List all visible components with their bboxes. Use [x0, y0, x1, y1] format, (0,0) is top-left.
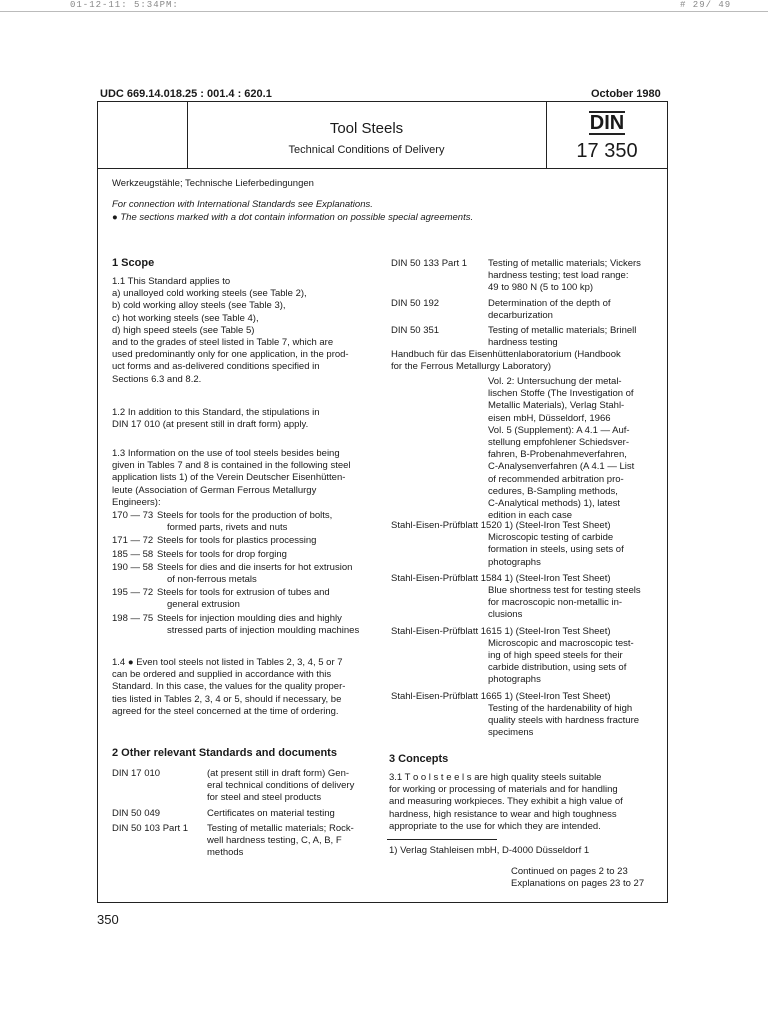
standard-reference-text: Testing of metallic materials; Vickers [488, 258, 641, 269]
standard-reference-text: well hardness testing, C, A, B, F [207, 835, 342, 846]
application-list-text: Steels for tools for extrusion of tubes and [157, 587, 330, 599]
scope-text: 1.1 This Standard applies to [112, 276, 231, 287]
application-list-text: Steels for dies and die inserts for hot extrusion [157, 561, 353, 573]
standard-reference-text: methods [207, 847, 244, 859]
section-1-3-text: 1.3 Information on the use of tool steels besides being [112, 448, 340, 459]
handbook-volume-text: eisen mbH, Düsseldorf, 1966 [488, 412, 611, 424]
handbook-volume-text: edition in each case [488, 510, 572, 522]
handbook-text: for the Ferrous Metallurgy Laboratory) [391, 361, 551, 373]
section-1-4-text: 1.4 ● Even tool steels not listed in Tables 2, 3, 4, 5 or 7 [112, 657, 343, 668]
scope-text: d) high speed steels (see Table 5) [112, 324, 255, 336]
application-list-text: Steels for injection moulding dies and highly [157, 612, 342, 624]
concepts-text: and measuring workpieces. They exhibit a high value of [389, 796, 623, 808]
footnote-rule [387, 839, 497, 840]
test-sheet-text: formation in steels, using sets of [488, 544, 624, 556]
udc-code: UDC 669.14.018.25 : 001.4 : 620.1 [100, 88, 272, 100]
section-1-3-text: Engineers): [112, 496, 161, 508]
test-sheet-text: clusions [488, 609, 523, 621]
footnote: 1) Verlag Stahleisen mbH, D-4000 Düsseldorf 1 [389, 845, 590, 856]
standard-reference-text: decarburization [488, 309, 553, 321]
handbook-volume-text: Metallic Materials), Verlag Stahl- [488, 400, 625, 412]
handbook-volume-text: lischen Stoffe (The Investigation of [488, 388, 634, 400]
standard-reference-text: Determination of the depth of [488, 297, 611, 309]
test-sheet-text: Testing of the hardenability of high [488, 702, 633, 714]
application-list-text: formed parts, rivets and nuts [167, 522, 288, 534]
standard-reference-text: hardness testing [488, 337, 558, 349]
note-line: ● The sections marked with a dot contain information on possible special agreements. [112, 212, 474, 223]
scope-text: Sections 6.3 and 8.2. [112, 373, 202, 385]
handbook-volume-text: Vol. 5 (Supplement): A 4.1 — Auf- [488, 424, 630, 436]
page-number: 350 [97, 912, 119, 927]
standard-reference-text: hardness testing; test load range: [488, 270, 629, 282]
test-sheet-heading: Stahl-Eisen-Prüfblatt 1615 1) (Steel-Iron Test Sheet) [391, 625, 611, 637]
standard-reference-text: Testing of metallic materials; Rock- [207, 822, 354, 834]
application-list-code: 185 — 58 [112, 548, 154, 560]
section-1-4-text: agreed for the steel concerned at the time of ordering. [112, 705, 339, 717]
fax-header-right: # 29/ 49 [680, 0, 732, 10]
document-subtitle: Technical Conditions of Delivery [288, 144, 445, 156]
standard-reference-code: DIN 50 351 [391, 325, 440, 336]
handbook-volume-text: stellung empfohlener Schiedsver- [488, 437, 629, 448]
application-list-code: 198 — 75 [112, 612, 154, 624]
standard-reference-text: for steel and steel products [207, 792, 322, 804]
handbook-volume-text: of recommended arbitration pro- [488, 473, 624, 485]
application-list-code: 171 — 72 [112, 535, 154, 547]
test-sheet-heading: Stahl-Eisen-Prüfblatt 1584 1) (Steel-Iron Test Sheet) [391, 572, 611, 584]
section-heading: 2 Other relevant Standards and documents [112, 747, 337, 759]
note-line: For connection with International Standards see Explanations. [112, 199, 373, 210]
section-1-4-text: ties listed in Tables 2, 3, 4 or 5, should if necessary, be [112, 693, 342, 705]
section-1-4-text: can be ordered and supplied in accordance with this [112, 669, 332, 681]
application-list-text: Steels for tools for drop forging [157, 548, 287, 560]
standard-reference-code: DIN 50 103 Part 1 [112, 822, 189, 834]
scope-text: uct forms and as-delivered conditions specified in [112, 361, 320, 373]
scope-text: used predominantly only for one application, in the prod- [112, 349, 349, 361]
section-1-2-text: 1.2 In addition to this Standard, the stipulations in [112, 407, 320, 418]
scope-text: and to the grades of steel listed in Table 7, which are [112, 337, 334, 348]
concepts-text: appropriate to the use for which they are intended. [389, 820, 601, 832]
german-title: Werkzeugstähle; Technische Lieferbedingungen [112, 178, 314, 189]
section-1-3-text: given in Tables 7 and 8 is contained in the following steel [112, 460, 351, 472]
fax-header-left: 01-12-11: 5:34PM: [70, 0, 179, 10]
test-sheet-text: photographs [488, 674, 541, 686]
standard-reference-text: eral technical conditions of delivery [207, 780, 355, 792]
standard-reference-text: Testing of metallic materials; Brinell [488, 325, 637, 336]
scope-text: a) unalloyed cold working steels (see Table 2), [112, 288, 307, 300]
test-sheet-text: carbide distribution, using sets of [488, 662, 627, 674]
standard-reference-code: DIN 17 010 [112, 768, 161, 779]
handbook-text: Handbuch für das Eisenhüttenlaboratorium (Handbook [391, 349, 621, 360]
test-sheet-text: ing of high speed steels for their [488, 650, 623, 661]
handbook-volume-text: C-Analytical methods) 1), latest [488, 498, 620, 509]
continuation-note: Explanations on pages 23 to 27 [511, 878, 645, 889]
concepts-text: for working or processing of materials and for handling [389, 784, 618, 796]
test-sheet-text: specimens [488, 727, 534, 739]
scope-text: c) hot working steels (see Table 4), [112, 312, 259, 324]
application-list-text: Steels for tools for the production of bolts, [157, 510, 333, 521]
test-sheet-text: quality steels with hardness fracture [488, 715, 640, 726]
fax-divider [0, 11, 768, 12]
concepts-text: 3.1 T o o l s t e e l s are high quality steels suitable [389, 772, 602, 783]
handbook-volume-text: Vol. 2: Untersuchung der metal- [488, 376, 622, 387]
issue-date: October 1980 [591, 88, 661, 100]
standard-reference-text: 49 to 980 N (5 to 100 kp) [488, 282, 594, 294]
application-list-code: 170 — 73 [112, 510, 154, 521]
application-list-code: 195 — 72 [112, 587, 154, 599]
din-logo: DIN [589, 112, 625, 134]
standard-reference-code: DIN 50 049 [112, 807, 161, 819]
test-sheet-text: Microscopic and macroscopic test- [488, 637, 634, 649]
standard-reference-code: DIN 50 133 Part 1 [391, 258, 468, 269]
application-list-text: Steels for tools for plastics processing [157, 535, 317, 547]
handbook-volume-text: fahren, B-Probenahmeverfahren, [488, 449, 627, 461]
standard-reference-text: Certificates on material testing [207, 807, 335, 819]
section-1-2-text: DIN 17 010 (at present still in draft form) apply. [112, 419, 309, 431]
continuation-note: Continued on pages 2 to 23 [511, 866, 628, 877]
application-list-text: general extrusion [167, 599, 240, 611]
standard-reference-code: DIN 50 192 [391, 297, 440, 309]
test-sheet-heading: Stahl-Eisen-Prüfblatt 1520 1) (Steel-Iron Test Sheet) [391, 520, 611, 531]
section-1-3-text: leute (Association of German Ferrous Metallurgy [112, 484, 317, 496]
document-title: Tool Steels [329, 120, 404, 137]
test-sheet-text: Blue shortness test for testing steels [488, 585, 641, 596]
test-sheet-text: photographs [488, 556, 541, 568]
concepts-text: hardness, high resistance to wear and high toughness [389, 808, 617, 820]
section-1-3-text: application lists 1) of the Verein Deutscher Eisenhütten- [112, 472, 346, 484]
test-sheet-text: for macroscopic non-metallic in- [488, 597, 623, 609]
section-heading: 3 Concepts [389, 753, 449, 765]
handbook-volume-text: cedures, B-Sampling methods, [488, 485, 618, 497]
standard-reference-text: (at present still in draft form) Gen- [207, 768, 350, 779]
application-list-text: of non-ferrous metals [167, 574, 257, 585]
test-sheet-heading: Stahl-Eisen-Prüfblatt 1665 1) (Steel-Iron Test Sheet) [391, 690, 611, 702]
scope-text: b) cold working alloy steels (see Table 3), [112, 300, 286, 312]
handbook-volume-text: C-Analysenverfahren (A 4.1 — List [488, 461, 635, 473]
title-block-left-cell [98, 102, 188, 168]
application-list-text: stressed parts of injection moulding machines [167, 624, 360, 636]
section-1-4-text: Standard. In this case, the values for the quality proper- [112, 681, 346, 693]
application-list-code: 190 — 58 [112, 561, 154, 573]
din-number: 17 350 [576, 140, 638, 162]
section-heading: 1 Scope [112, 257, 155, 269]
title-block [98, 102, 667, 169]
test-sheet-text: Microscopic testing of carbide [488, 532, 614, 544]
